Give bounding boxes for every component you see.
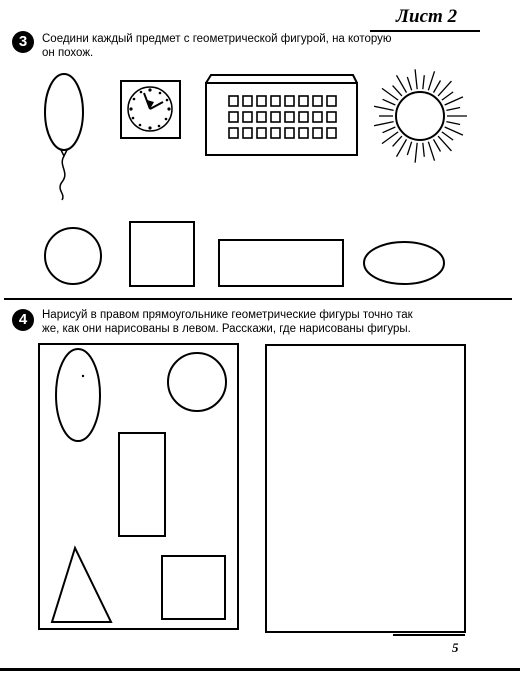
page-number: 5 (452, 640, 459, 655)
right-frame-drawing-area[interactable] (264, 343, 468, 635)
frame-square (162, 556, 225, 619)
building-window (229, 128, 238, 138)
task3-text-line2: он похож. (42, 47, 94, 59)
frame-oval (56, 349, 100, 441)
building-window (243, 128, 252, 138)
sun-ray (393, 86, 402, 96)
balloon-icon (40, 72, 100, 202)
building-window (327, 112, 336, 122)
sun-ray (374, 122, 394, 126)
building-window (257, 128, 266, 138)
building-window (285, 96, 294, 106)
task4-number-badge: 4 (12, 309, 34, 331)
building-icon (203, 74, 359, 158)
building-window (285, 128, 294, 138)
oval-shape (362, 239, 446, 287)
sun-ray (382, 132, 398, 144)
building-window (299, 96, 308, 106)
page-bottom-edge (0, 668, 520, 671)
building-window (229, 96, 238, 106)
square-shape (128, 220, 196, 288)
sun-ray (428, 71, 434, 90)
sun-ray (382, 88, 398, 100)
sun-ray (415, 143, 417, 163)
sun-ray (446, 122, 460, 125)
sun-ray (397, 75, 407, 92)
building-window (271, 112, 280, 122)
task4-instructions (42, 308, 512, 336)
frame-triangle (52, 548, 111, 622)
sun-ray (442, 132, 453, 140)
circle-shape (44, 226, 104, 288)
task4-text-line1: Нарисуй в правом прямоугольнике геометрические фигуры точно так (42, 309, 413, 321)
sun-ray (393, 136, 402, 146)
building-window (271, 128, 280, 138)
building-window (229, 112, 238, 122)
sun-ray (446, 107, 460, 110)
frame-circle (168, 353, 226, 411)
sun-ray (442, 92, 453, 100)
building-window (299, 112, 308, 122)
building-window (313, 128, 322, 138)
sun-ray (434, 139, 441, 151)
rectangle-shape (217, 238, 345, 288)
task3-instructions (42, 32, 502, 60)
building-window (257, 96, 266, 106)
task3-text-line1: Соедини каждый предмет с геометрической фигурой, на которую (42, 33, 392, 45)
section-divider (4, 298, 512, 300)
building-window (243, 112, 252, 122)
sun-ray (415, 69, 417, 89)
sun-ray (438, 81, 451, 96)
sheet-title: Лист 2 (396, 6, 458, 27)
building-window (313, 112, 322, 122)
building-window (271, 96, 280, 106)
sun-ray (407, 77, 411, 90)
sun-ray (434, 80, 441, 92)
sun-ray (397, 139, 407, 156)
frame-rectangle (119, 433, 165, 536)
building-window (285, 112, 294, 122)
sun-ray (383, 127, 396, 133)
sun-ray (423, 143, 424, 157)
task4-text-line2: же, как они нарисованы в левом. Расскажи, где нарисованы фигуры. (42, 323, 411, 335)
building-window (327, 96, 336, 106)
task3-number-badge: 3 (12, 31, 34, 53)
left-frame (37, 342, 241, 632)
sun-ray (438, 136, 451, 151)
clock-icon (119, 80, 183, 140)
building-window (257, 112, 266, 122)
sun-ray (445, 127, 463, 135)
footer-line (393, 634, 465, 636)
building-window (299, 128, 308, 138)
sun-ray (374, 106, 394, 110)
sun-ray (423, 75, 424, 89)
sun-ray (407, 142, 411, 155)
building-window (313, 96, 322, 106)
sun-ray (383, 99, 396, 105)
sun-ray (445, 97, 463, 105)
building-window (327, 128, 336, 138)
sun-ray (428, 142, 434, 161)
building-window (243, 96, 252, 106)
sun-icon (370, 66, 470, 166)
